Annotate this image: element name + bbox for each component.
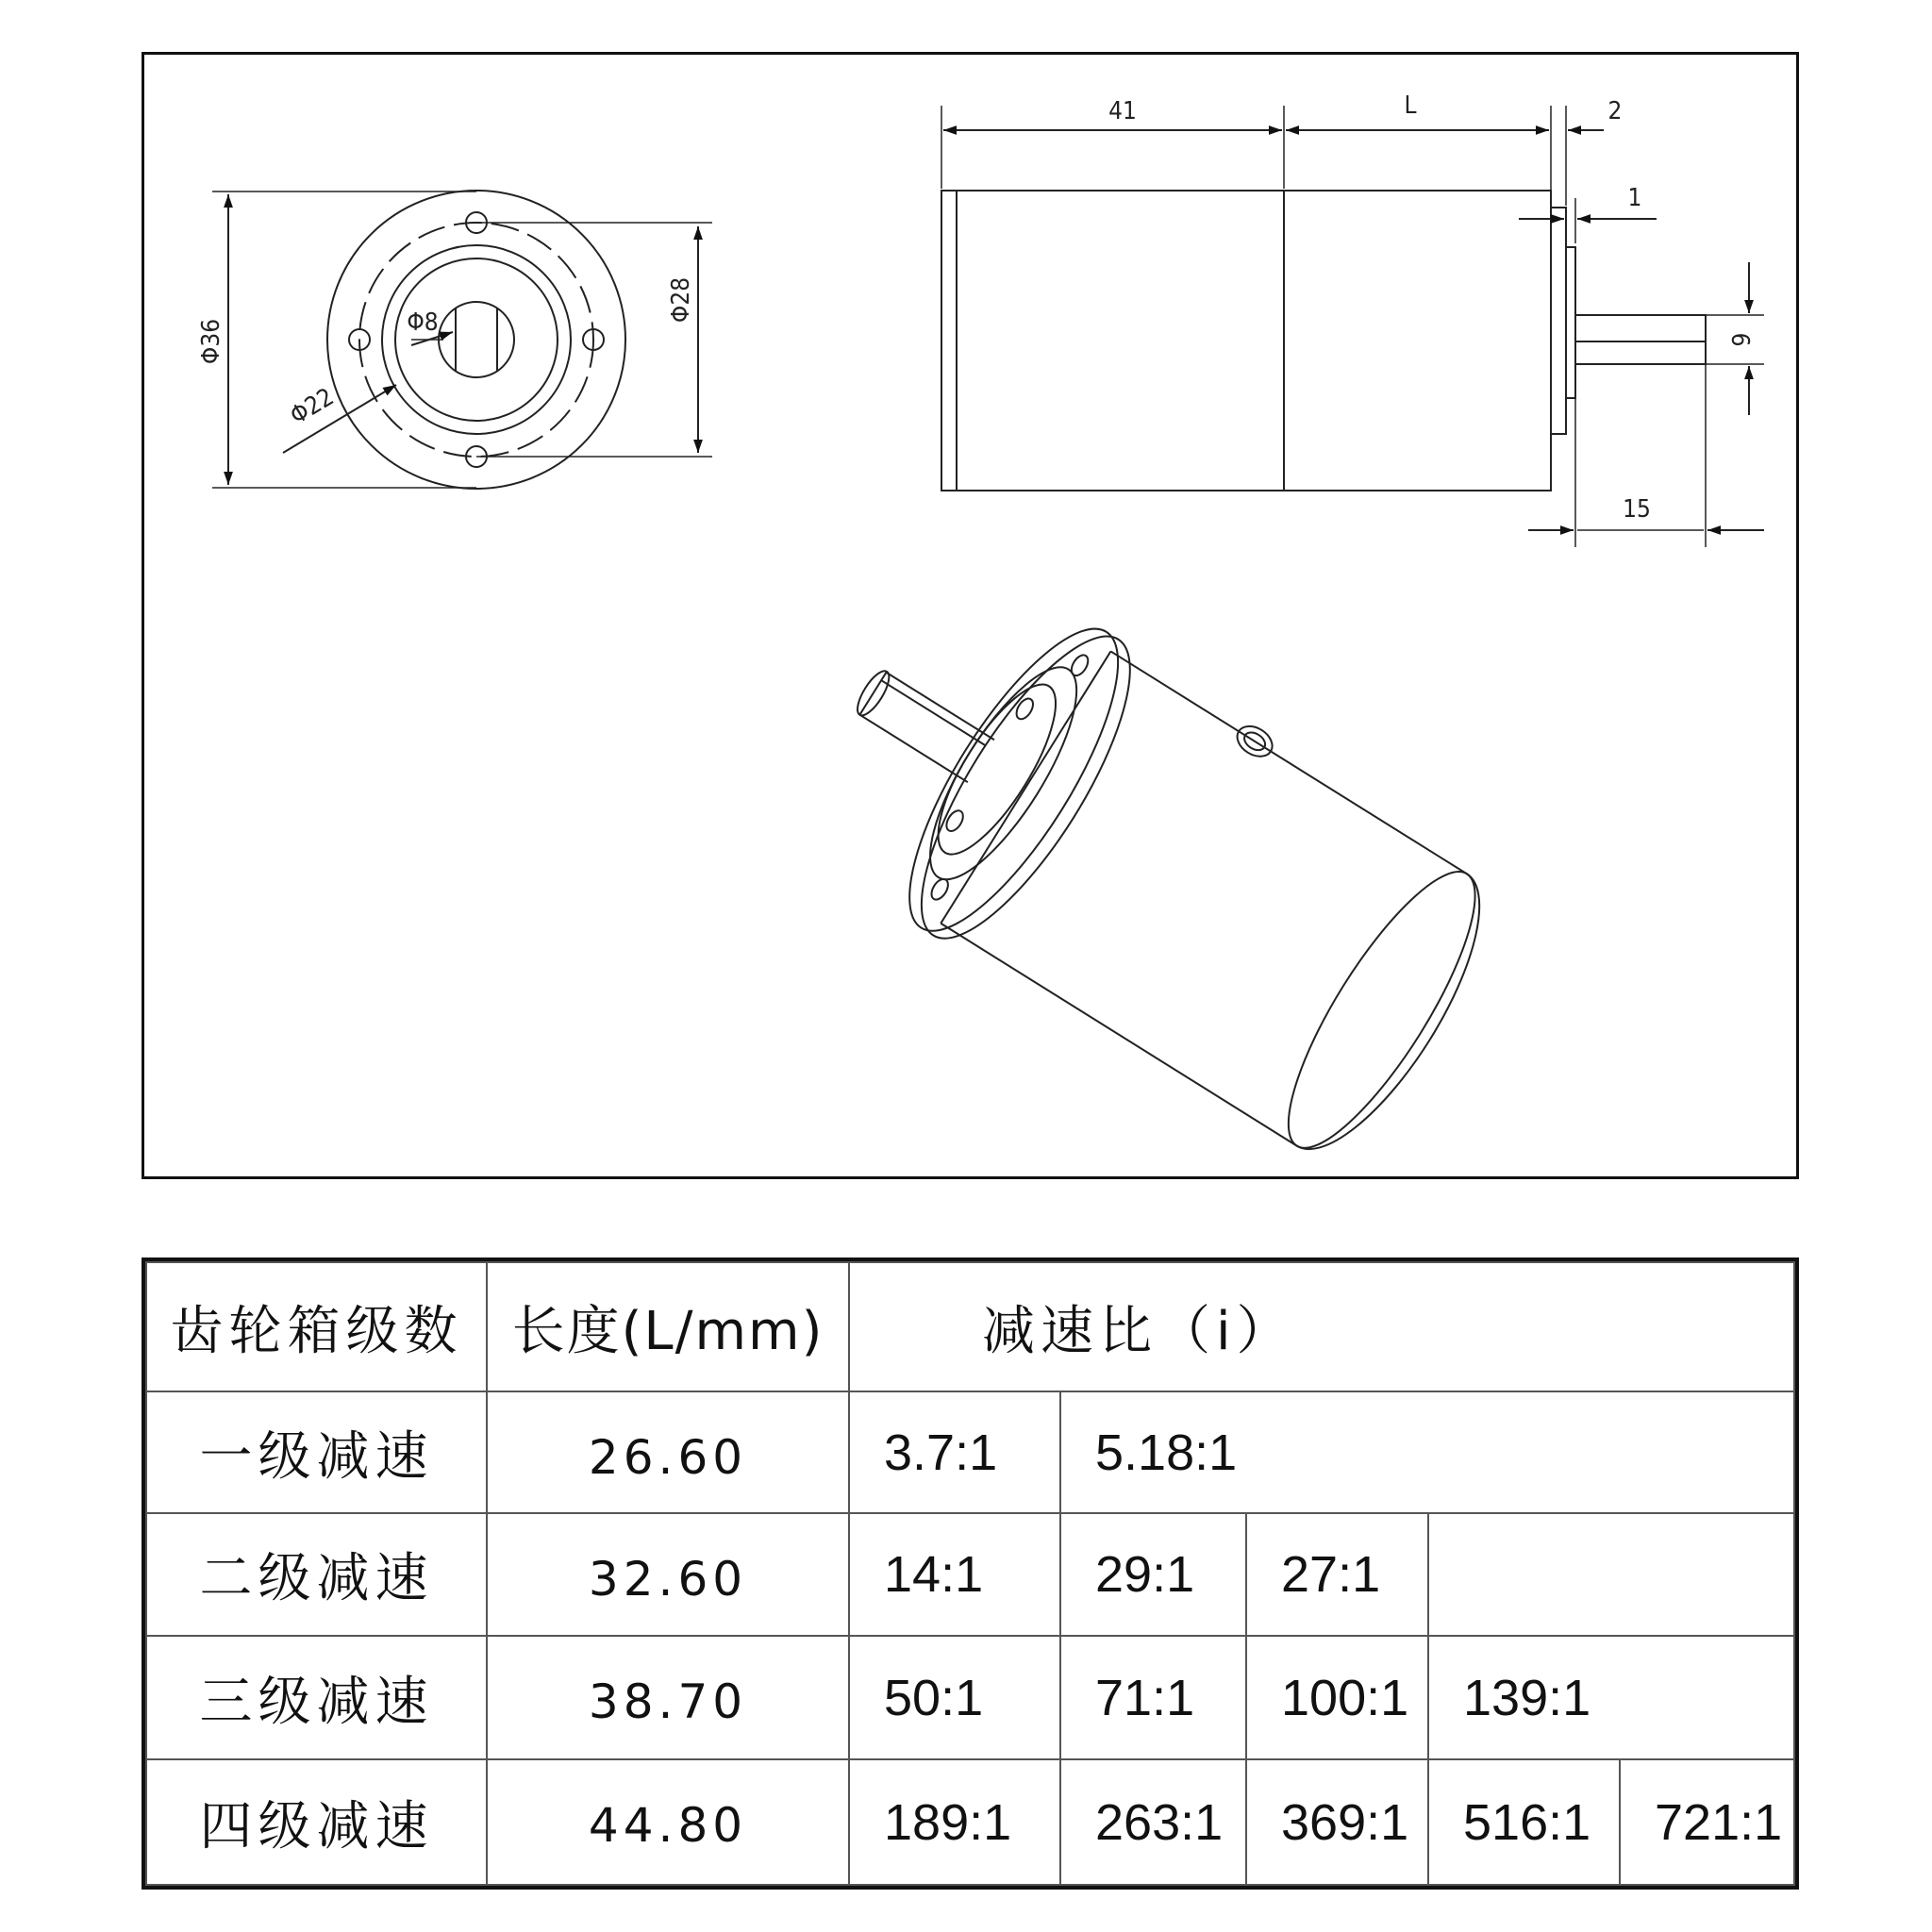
side-view [941,106,1764,547]
ratio-cell-empty [1428,1513,1794,1636]
motor-cylinder-body [941,651,1514,1175]
motor-body [941,191,1284,491]
output-shaft [1575,315,1706,364]
row-stage-label: 三级减速 [146,1636,487,1759]
dim-motor-length: 41 [1108,97,1137,125]
boss-outer-circle [382,245,571,434]
ratio-cell: 14:1 [849,1513,1060,1636]
header-reduction-ratio: 减速比（i） [849,1262,1794,1391]
row-stage-label: 二级减速 [146,1513,487,1636]
dim-shaft-length: 15 [1623,495,1651,524]
iso-mount-hole [1068,652,1091,678]
row-stage-label: 四级减速 [146,1759,487,1885]
ratio-cell: 263:1 [1060,1759,1246,1885]
dim-shaft-diameter: Φ8 [407,308,439,337]
ratio-cell: 71:1 [1060,1636,1246,1759]
ratio-cell: 5.18:1 [1060,1391,1794,1513]
header-gear-stages: 齿轮箱级数 [146,1262,487,1391]
iso-mount-hole [943,808,967,834]
row-stage-label: 一级减速 [146,1391,487,1513]
ratio-cell: 139:1 [1428,1636,1794,1759]
dim-boss-diameter: Φ22 [285,382,340,431]
ratio-cell: 721:1 [1620,1759,1794,1885]
dim-shaft-flat: 6 [1725,332,1754,347]
row-length-value: 26.60 [487,1391,849,1513]
iso-output-shaft [859,673,994,782]
dim-shoulder-thickness: 1 [1627,184,1642,212]
gearbox-body [1284,191,1551,491]
dim-pcd-diameter: Φ28 [667,276,695,324]
ratio-cell: 29:1 [1060,1513,1246,1636]
dim-outer-diameter: Φ36 [197,318,225,365]
ratio-cell: 516:1 [1428,1759,1620,1885]
front-view [212,191,712,489]
table-row [146,1636,1794,1759]
row-length-value: 44.80 [487,1759,849,1885]
flange-outer-circle [327,191,625,489]
dim-gearbox-length: L [1404,92,1417,120]
table-row [146,1391,1794,1513]
table-row [146,1759,1794,1885]
row-length-value: 38.70 [487,1636,849,1759]
header-length: 长度(L/mm) [487,1262,849,1391]
flange-shoulder [1566,247,1575,398]
ratio-cell: 100:1 [1246,1636,1428,1759]
ratio-cell: 27:1 [1246,1513,1428,1636]
table-header-row [146,1262,1794,1391]
front-flange [874,602,1155,958]
ratio-cell: 50:1 [849,1636,1060,1759]
isometric-view [774,540,1523,1188]
dim-flange-thickness: 2 [1607,97,1623,125]
row-length-value: 32.60 [487,1513,849,1636]
ratio-cell: 3.7:1 [849,1391,1060,1513]
shaft-circle [439,302,514,377]
reduction-spec-table [142,1257,1799,1890]
ratio-cell: 369:1 [1246,1759,1428,1885]
iso-mount-hole [1013,696,1037,723]
ratio-cell: 189:1 [849,1759,1060,1885]
flange-plate [1551,208,1566,434]
table-row [146,1513,1794,1636]
